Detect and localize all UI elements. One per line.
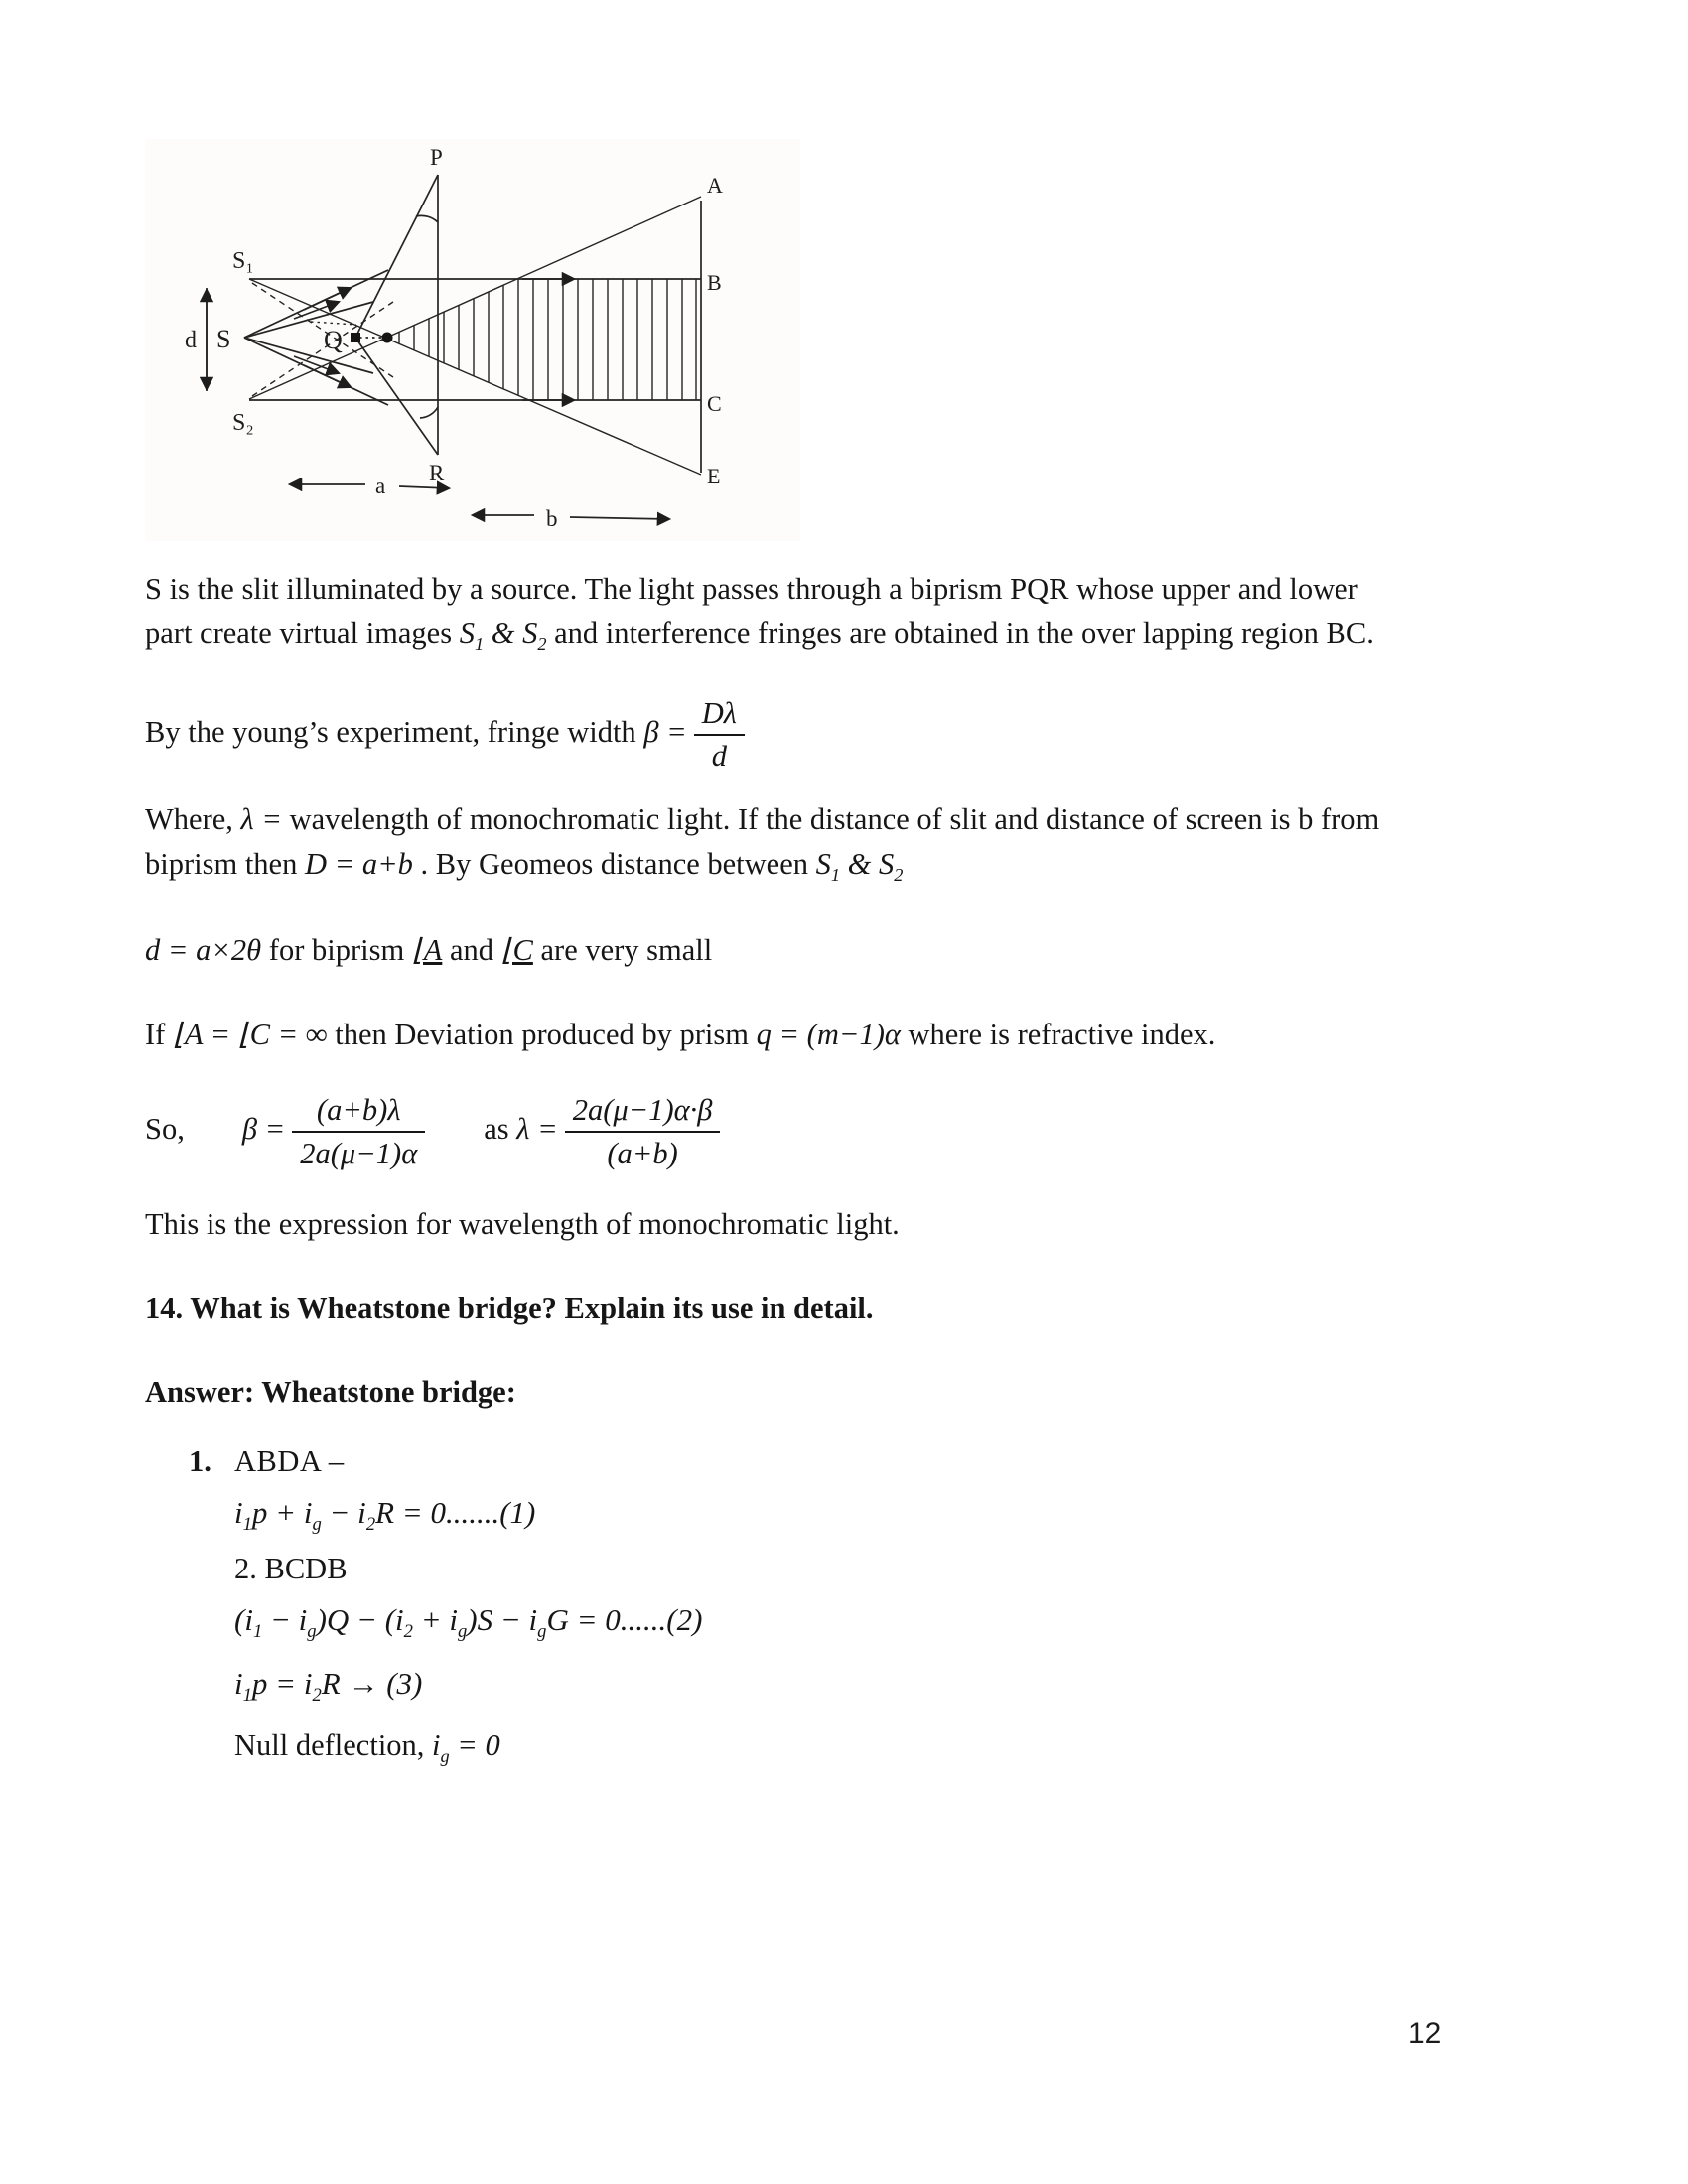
biprism-figure <box>145 139 800 541</box>
para3-math-d-ab: D = a+b <box>304 846 413 881</box>
para5-math-angles: ⌊A = ⌊C = ∞ <box>172 1017 328 1051</box>
para4-text-1: for biprism <box>261 932 412 967</box>
boundary-s2-to-a <box>249 197 701 399</box>
para6-beta-lhs: β = <box>241 1111 286 1146</box>
fraction-beta: $\frac{(a+b)\lambda}{2a(\mu-1)\alpha}$ <box>292 1091 425 1172</box>
label-q: Q <box>324 326 343 354</box>
para4-text-3: are very small <box>532 932 713 967</box>
label-p: P <box>430 145 443 170</box>
overlap-hatch-region <box>399 194 696 481</box>
list-item-2: 2. BCDB <box>234 1552 348 1586</box>
paragraph-conclusion: This is the expression for wavelength of monochromatic light. <box>145 1206 900 1241</box>
para3-text-1: Where, <box>145 802 241 837</box>
label-b-point: B <box>707 270 722 295</box>
list-item-1-text: ABDA – <box>234 1444 345 1479</box>
equation-3: $i_1p = i_2R \to (3)$ <box>234 1665 423 1706</box>
para5-math-q: q = (m−1)α <box>756 1017 901 1051</box>
overlap-apex-dot <box>382 333 393 343</box>
para5-text-1: If <box>145 1017 173 1051</box>
para3-text-2: wavelength of monochromatic light. If the distance of slit and distance of screen is b from biprism then <box>145 802 1380 881</box>
beta-lambda-equation-line <box>145 1091 1411 1172</box>
label-a-point: A <box>707 173 723 198</box>
biprism-diagram-svg <box>145 139 800 541</box>
para1-math-s1s2: $S_1$ & $S_2$ <box>459 615 547 654</box>
label-e-point: E <box>707 464 721 488</box>
para4-math-d: d = a×2θ <box>145 932 262 967</box>
label-s: S <box>216 325 231 353</box>
answer-label: Answer: Wheatstone bridge: <box>145 1375 516 1410</box>
paragraph-wavelength-definition <box>145 797 1411 888</box>
para2-lhs: β = <box>643 714 687 749</box>
para1-text-1: S is the slit illuminated by a source. The light passes through a biprism PQR whose upper and lower part create virtual images <box>145 572 1358 650</box>
label-r: R <box>429 461 445 485</box>
list-item-1-number: 1. <box>189 1444 211 1479</box>
paragraph-biprism-description <box>145 567 1411 658</box>
null-deflection-line <box>234 1728 1411 1767</box>
boundary-s1-to-e <box>249 279 701 475</box>
para4-angle-a: ⌊A <box>411 932 443 967</box>
para4-text-2: and <box>442 932 501 967</box>
page-number: 12 <box>1408 2017 1442 2050</box>
list-item-1 <box>189 1444 1411 1479</box>
angle-arc-r <box>420 407 438 418</box>
para6-lambda-lhs: λ = <box>516 1111 558 1146</box>
fraction-fringe-width: $\frac{D\lambda}{d}$ <box>694 694 745 775</box>
null-deflection-text: Null deflection, <box>234 1727 433 1762</box>
paragraph-d-equation <box>145 928 1411 973</box>
para4-angle-c: ⌊C <box>500 932 533 967</box>
label-b-dist: b <box>546 506 558 531</box>
label-c-point: C <box>707 391 722 416</box>
label-s2: S₂ <box>232 410 254 436</box>
label-d: d <box>185 328 197 353</box>
para2-text: By the young’s experiment, fringe width <box>145 714 644 749</box>
label-s1: S₁ <box>232 248 254 274</box>
angle-arc-p <box>416 215 438 222</box>
equation-2: $(i_1 - i_g)Q - (i_2 + i_g)S - i_gG = 0......(2)$ <box>234 1602 703 1643</box>
fraction-lambda: $\frac{2a(\mu-1)\alpha\cdot\beta}{(a+b)}$ <box>565 1091 721 1172</box>
b-measure-arrow <box>473 515 669 519</box>
a-measure-arrow <box>290 484 449 488</box>
wheatstone-steps-list <box>145 1444 1411 1767</box>
para6-so: So, <box>145 1111 185 1146</box>
paragraph-deviation <box>145 1013 1411 1057</box>
document-content <box>145 139 1411 1767</box>
biprism-upper-edge <box>355 175 438 338</box>
equation-1: $i_1p + i_g - i_2R = 0.......(1)$ <box>234 1495 536 1536</box>
para5-text-3: where is refractive index. <box>900 1017 1216 1051</box>
para3-math-s1s2: $S_1$ & $S_2$ <box>815 846 904 885</box>
para3-text-3: . By Geomeos distance between <box>412 846 816 881</box>
para3-math-lambda: λ = <box>240 802 282 837</box>
para1-text-2: and interference fringes are obtained in the over lapping region BC. <box>546 615 1374 650</box>
fringe-width-equation-line <box>145 694 1411 775</box>
label-a-dist: a <box>375 474 386 498</box>
para5-text-2: then Deviation produced by prism <box>327 1017 757 1051</box>
question-14-heading: 14. What is Wheatstone bridge? Explain its use in detail. <box>145 1291 874 1325</box>
null-deflection-math: $i_g = 0$ <box>432 1727 500 1766</box>
para6-as: as <box>484 1111 509 1146</box>
q-vertex-dot <box>351 333 360 342</box>
